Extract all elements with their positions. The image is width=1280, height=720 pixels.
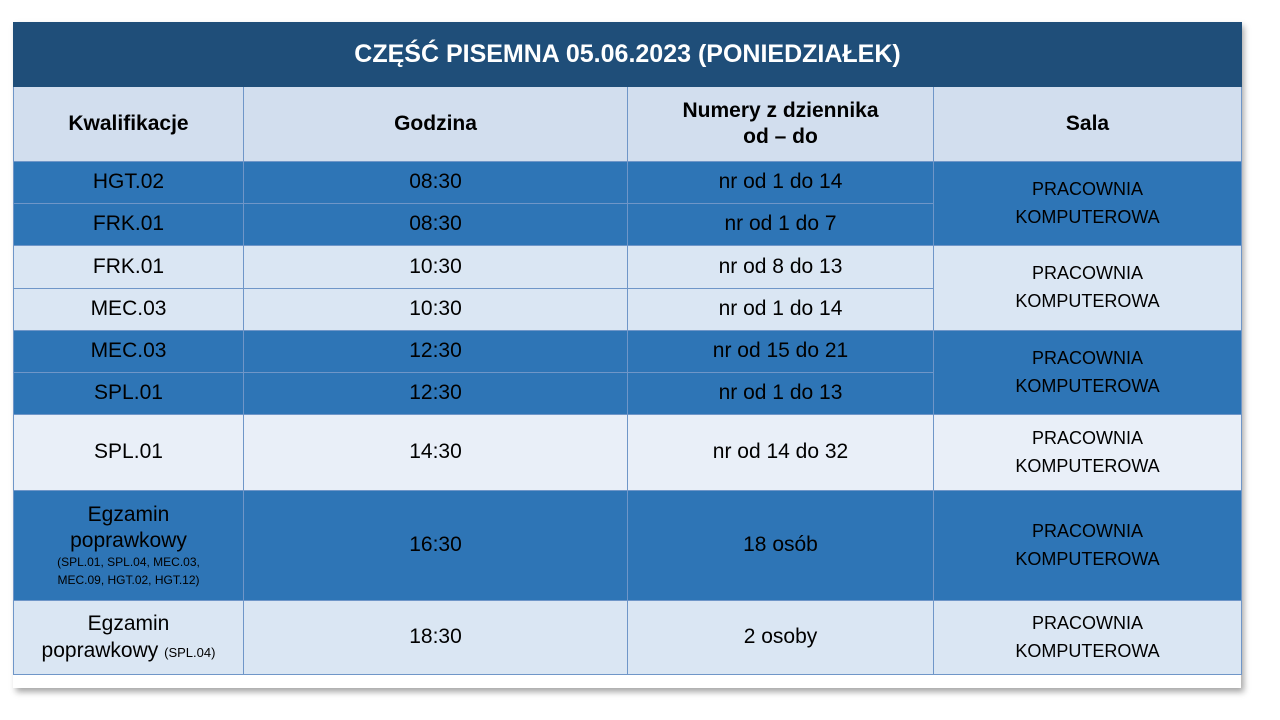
cell-godzina: 10:30 bbox=[244, 289, 628, 331]
exam-schedule-table bbox=[13, 22, 1242, 675]
cell-godzina: 12:30 bbox=[244, 373, 628, 415]
cell-sala bbox=[934, 601, 1242, 675]
table-row bbox=[14, 601, 1242, 675]
kwal-line1: Egzamin bbox=[87, 502, 170, 526]
cell-godzina: 14:30 bbox=[244, 415, 628, 491]
title-row bbox=[14, 23, 1242, 87]
cell-kwalifikacje bbox=[14, 601, 244, 675]
sala-line1: PRACOWNIA bbox=[1031, 520, 1143, 541]
schedule-table-frame bbox=[13, 22, 1241, 688]
cell-kwalifikacje: FRK.01 bbox=[14, 204, 244, 246]
cell-numery: nr od 8 do 13 bbox=[628, 246, 934, 289]
cell-numery: nr od 1 do 14 bbox=[628, 162, 934, 204]
table-row bbox=[14, 491, 1242, 601]
cell-numery: 18 osób bbox=[628, 491, 934, 601]
cell-godzina: 10:30 bbox=[244, 246, 628, 289]
kwal-line2: poprawkowy bbox=[41, 638, 159, 662]
cell-sala bbox=[934, 162, 1242, 246]
sala-line2: KOMPUTEROWA bbox=[1015, 640, 1160, 661]
cell-numery: nr od 1 do 13 bbox=[628, 373, 934, 415]
header-sala: Sala bbox=[934, 87, 1242, 162]
kwal-line1: Egzamin bbox=[87, 612, 170, 636]
sala-line2: KOMPUTEROWA bbox=[1015, 375, 1160, 396]
cell-kwalifikacje: MEC.03 bbox=[14, 331, 244, 373]
cell-sala bbox=[934, 331, 1242, 415]
sala-line1: PRACOWNIA bbox=[1031, 612, 1143, 633]
table-title: CZĘŚĆ PISEMNA 05.06.2023 (PONIEDZIAŁEK) bbox=[14, 23, 1242, 87]
kwal-note1: (SPL.01, SPL.04, MEC.03, bbox=[57, 555, 200, 570]
sala-line2: KOMPUTEROWA bbox=[1015, 548, 1160, 569]
cell-godzina: 18:30 bbox=[244, 601, 628, 675]
sala-line1: PRACOWNIA bbox=[1031, 427, 1143, 448]
kwal-note2: MEC.09, HGT.02, HGT.12) bbox=[57, 572, 200, 587]
cell-kwalifikacje: SPL.01 bbox=[14, 415, 244, 491]
header-numery-line2: od – do bbox=[743, 125, 818, 148]
header-numery bbox=[628, 87, 934, 162]
cell-kwalifikacje: MEC.03 bbox=[14, 289, 244, 331]
header-numery-line1: Numery z dziennika bbox=[682, 98, 879, 122]
cell-godzina: 08:30 bbox=[244, 162, 628, 204]
header-kwalifikacje: Kwalifikacje bbox=[14, 87, 244, 162]
kwal-line2: poprawkowy bbox=[70, 529, 187, 553]
cell-numery: nr od 1 do 14 bbox=[628, 289, 934, 331]
table-row bbox=[14, 415, 1242, 491]
cell-numery: nr od 15 do 21 bbox=[628, 331, 934, 373]
cell-godzina: 16:30 bbox=[244, 491, 628, 601]
table-row bbox=[14, 246, 1242, 289]
cell-godzina: 12:30 bbox=[244, 331, 628, 373]
table-row bbox=[14, 331, 1242, 373]
cell-kwalifikacje: HGT.02 bbox=[14, 162, 244, 204]
header-row bbox=[14, 87, 1242, 162]
cell-godzina: 08:30 bbox=[244, 204, 628, 246]
sala-line2: KOMPUTEROWA bbox=[1015, 291, 1160, 311]
cell-sala bbox=[934, 415, 1242, 491]
cell-kwalifikacje: FRK.01 bbox=[14, 246, 244, 289]
cell-numery: nr od 14 do 32 bbox=[628, 415, 934, 491]
sala-line1: PRACOWNIA bbox=[1031, 178, 1143, 199]
kwal-note: (SPL.04) bbox=[164, 644, 216, 660]
cell-sala bbox=[934, 491, 1242, 601]
cell-numery: nr od 1 do 7 bbox=[628, 204, 934, 246]
cell-numery: 2 osoby bbox=[628, 601, 934, 675]
table-row bbox=[14, 162, 1242, 204]
cell-kwalifikacje: SPL.01 bbox=[14, 373, 244, 415]
sala-line1: PRACOWNIA bbox=[1031, 347, 1143, 368]
cell-kwalifikacje bbox=[14, 491, 244, 601]
sala-line2: KOMPUTEROWA bbox=[1015, 206, 1160, 227]
header-godzina: Godzina bbox=[244, 87, 628, 162]
sala-line1: PRACOWNIA bbox=[1031, 263, 1143, 284]
cell-sala bbox=[934, 246, 1242, 331]
sala-line2: KOMPUTEROWA bbox=[1015, 455, 1160, 476]
